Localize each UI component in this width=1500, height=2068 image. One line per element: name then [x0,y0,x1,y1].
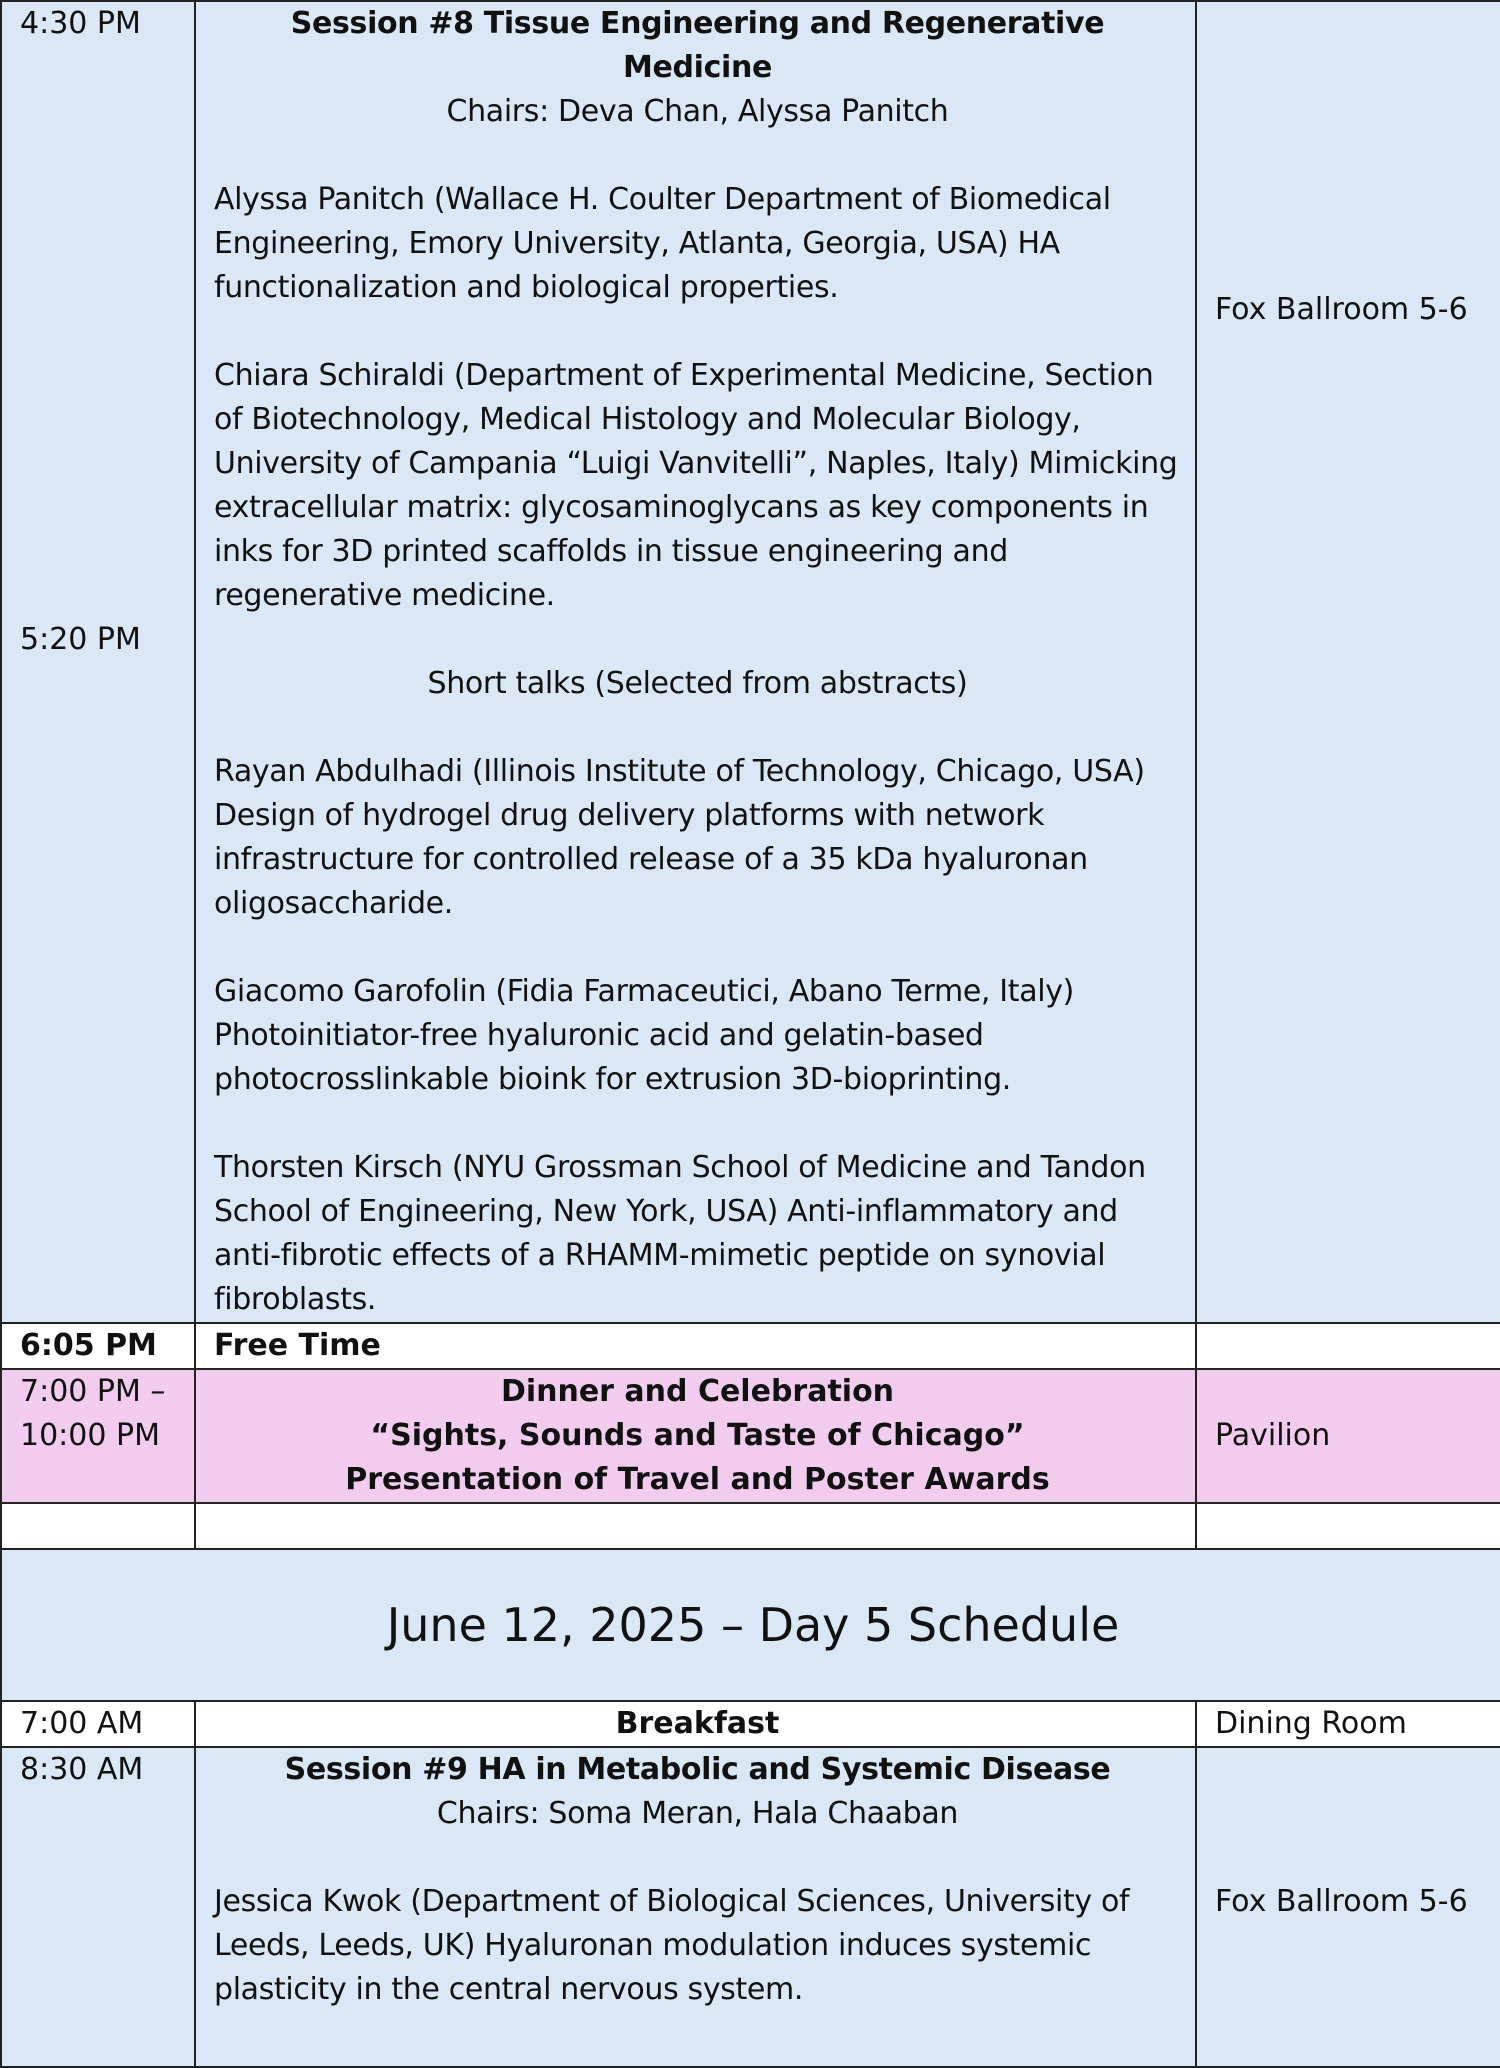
dinner-line-1: Dinner and Celebration [500,1374,895,1409]
talk-garofolin: Giacomo Garofolin (Fidia Farmaceutici, Abano Terme, Italy) Photoinitiator-free hyaluronic acid and gelatin-based photocrosslinkable bioink for extrusion 3D-bioprinting. [214,974,1074,1097]
dinner-line-3: Presentation of Travel and Poster Awards [345,1462,1050,1497]
dinner-line-2: “Sights, Sounds and Taste of Chicago” [370,1418,1025,1453]
dinner-time-end: 10:00 PM [20,1418,160,1453]
free-time-time: 6:05 PM [1,1323,195,1369]
free-time-label: Free Time [195,1323,1196,1369]
session-8-start-time: 4:30 PM [20,6,141,41]
session-8-row [1,1,1500,1323]
session-8-description [195,1,1196,1323]
session-9-room: Fox Ballroom 5-6 [1215,1884,1468,1919]
dinner-description [195,1369,1196,1503]
session-9-time: 8:30 AM [1,1747,195,2067]
day-5-header-row [1,1549,1500,1701]
dinner-room: Pavilion [1196,1369,1500,1503]
session-8-title: Session #8 Tissue Engineering and Regenerative Medicine [290,6,1105,85]
empty-row [1,1503,1500,1549]
free-time-row [1,1323,1500,1369]
dinner-row [1,1369,1500,1503]
empty-cell-1 [1,1503,195,1549]
session-9-row [1,1747,1500,2067]
session-8-room: Fox Ballroom 5-6 [1215,292,1468,327]
breakfast-time: 7:00 AM [1,1701,195,1747]
session-9-room-cell [1196,1747,1500,2067]
talk-panitch: Alyssa Panitch (Wallace H. Coulter Department of Biomedical Engineering, Emory University, Atlanta, Georgia, USA) HA functionalization and biological properties. [214,182,1111,305]
session-8-chairs: Chairs: Deva Chan, Alyssa Panitch [446,94,949,129]
short-talks-time: 5:20 PM [20,622,141,657]
talk-kirsch: Thorsten Kirsch (NYU Grossman School of Medicine and Tandon School of Engineering, New York, USA) Anti-inflammatory and anti-fibrotic effects of a RHAMM-mimetic peptide on synovial fibroblasts. [214,1150,1146,1317]
dinner-time-cell [1,1369,195,1503]
breakfast-label: Breakfast [195,1701,1196,1747]
dinner-time-start: 7:00 PM – [20,1374,166,1409]
session-9-description [195,1747,1196,2067]
talk-abdulhadi: Rayan Abdulhadi (Illinois Institute of Technology, Chicago, USA) Design of hydrogel drug delivery platforms with network infrastructure for controlled release of a 35 kDa hyaluronan oligosaccharide. [214,754,1145,921]
session-9-title: Session #9 HA in Metabolic and Systemic Disease [284,1752,1111,1787]
breakfast-room: Dining Room [1196,1701,1500,1747]
session-9-chairs: Chairs: Soma Meran, Hala Chaaban [436,1796,959,1831]
empty-cell-2 [195,1503,1196,1549]
short-talks-heading: Short talks (Selected from abstracts) [427,666,968,701]
talk-schiraldi: Chiara Schiraldi (Department of Experimental Medicine, Section of Biotechnology, Medical Histology and Molecular Biology, University of Campania “Luigi Vanvitelli”, Naples, Italy) Mimicking extracellular matrix: glycosaminoglycans as key components in inks for 3D printed scaffolds in tissue engineering and regenerative medicine. [214,358,1178,613]
empty-cell-3 [1196,1503,1500,1549]
session-8-room-cell [1196,1,1500,1323]
breakfast-row [1,1701,1500,1747]
session-8-time-cell [1,1,195,1323]
day-5-title: June 12, 2025 – Day 5 Schedule [1,1549,1500,1701]
free-time-room [1196,1323,1500,1369]
talk-kwok: Jessica Kwok (Department of Biological Sciences, University of Leeds, Leeds, UK) Hyaluronan modulation induces systemic plasticity in the central nervous system. [214,1884,1130,2007]
